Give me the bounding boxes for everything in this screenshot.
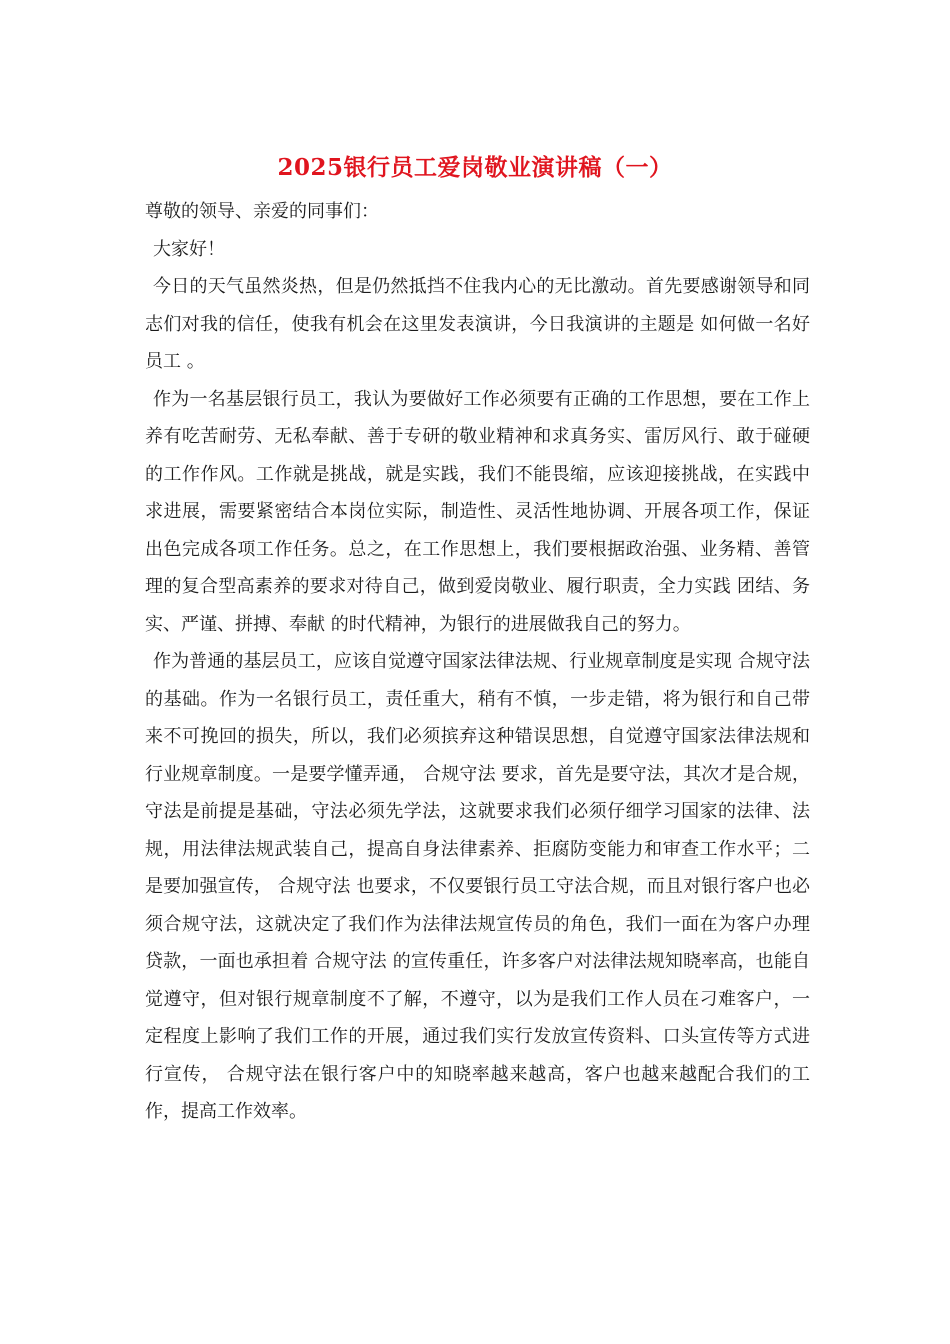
greeting: 大家好！: [153, 238, 225, 260]
document-title: 2025银行员工爱岗敬业演讲稿（一）: [277, 154, 673, 181]
salutation: 尊敬的领导、亲爱的同事们：: [145, 201, 379, 222]
paragraph-compliance: 作为普通的基层员工，应该自觉遵守国家法律法规、行业规章制度是实现 合规守法 的基础。作为一名银行员工，责任重大，稍有不慎，一步走错，将为银行和自己带来不可挽回的损失，所以，我们必须摈弃这种错误思想，自觉遵守国家法律法规和行业规章制度。一是要学懂弄通， 合规守法 要求，首先是要守法，其次才是合规，守法是前提是基础，守法必须先学法，这就要求我们必须仔细学习国家的法律、法规，用法律法规武装自己，提高自身法律素养、拒腐防变能力和审查工作水平；二是要加强宣传， 合规守法 也要求，不仅要银行员工守法合规，而且对银行客户也必须合规守法，这就决定了我们作为法律法规宣传员的角色，我们一面在为客户办理贷款，一面也承担着 合规守法 的宣传重任，许多客户对法律法规知晓率高，也能自觉遵守，但对银行规章制度不了解，不遵守，以为是我们工作人员在刁难客户，一定程度上影响了我们工作的开展，通过我们实行发放宣传资料、口头宣传等方式进行宣传， 合规守法在银行客户中的知晓率越来越高，客户也越来越配合我们的工作，提高工作效率。: [145, 651, 810, 1122]
paragraph-intro: 今日的天气虽然炎热，但是仍然抵挡不住我内心的无比激动。首先要感谢领导和同志们对我的信任，使我有机会在这里发表演讲，今日我演讲的主题是 如何做一名好员工 。: [145, 276, 810, 372]
paragraph-work-attitude: 作为一名基层银行员工，我认为要做好工作必须要有正确的工作思想，要在工作上养有吃苦耐劳、无私奉献、善于专研的敬业精神和求真务实、雷厉风行、敢于碰硬的工作作风。工作就是挑战，就是实践，我们不能畏缩，应该迎接挑战，在实践中求进展，需要紧密结合本岗位实际，制造性、灵活性地协调、开展各项工作，保证出色完成各项工作任务。总之，在工作思想上，我们要根据政治强、业务精、善管理的复合型高素养的要求对待自己，做到爱岗敬业、履行职责，全力实践 团结、务实、严谨、拼搏、奉献 的时代精神，为银行的进展做我自己的努力。: [145, 388, 810, 635]
document-body: [145, 193, 810, 1131]
